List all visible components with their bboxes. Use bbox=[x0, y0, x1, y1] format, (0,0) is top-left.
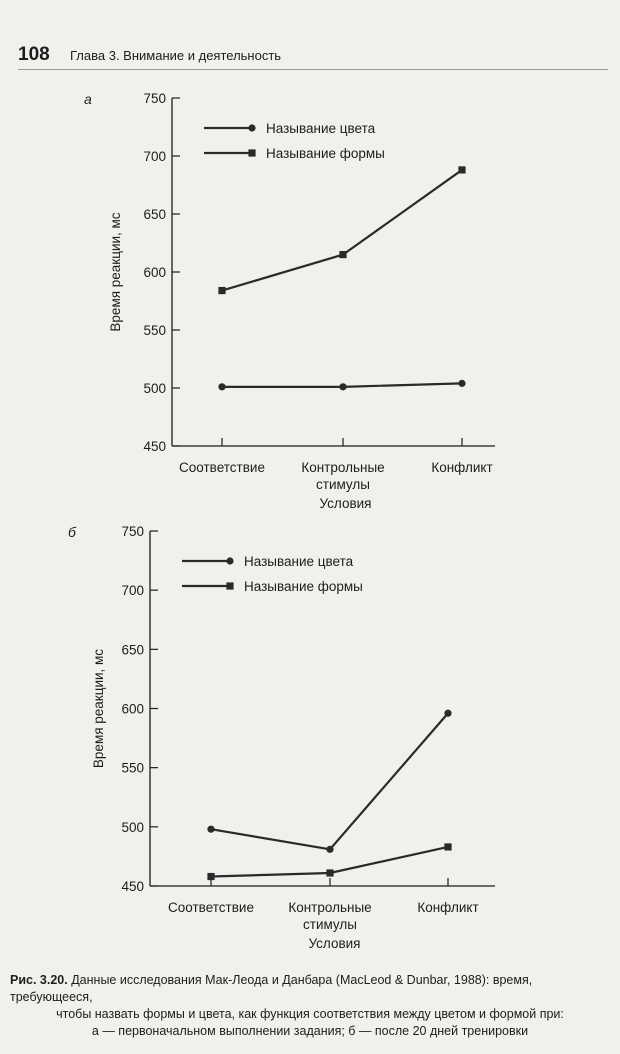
x-axis-title: Условия bbox=[308, 936, 361, 950]
data-point bbox=[207, 873, 214, 880]
legend-label: Называние формы bbox=[266, 146, 385, 161]
x-tick-label: стимулы bbox=[316, 477, 370, 492]
x-tick-label: Соответствие bbox=[179, 460, 265, 475]
legend-marker bbox=[226, 557, 233, 564]
panel-label: а bbox=[84, 91, 92, 107]
legend-marker bbox=[226, 582, 233, 589]
data-point bbox=[326, 846, 333, 853]
legend-marker bbox=[248, 124, 255, 131]
data-point bbox=[326, 869, 333, 876]
legend-marker bbox=[248, 149, 255, 156]
y-tick-label: 600 bbox=[143, 265, 166, 280]
legend-label: Называние цвета bbox=[266, 121, 376, 136]
data-point bbox=[444, 710, 451, 717]
x-tick-label: Контрольные bbox=[301, 460, 385, 475]
y-tick-label: 550 bbox=[121, 760, 144, 776]
y-tick-label: 700 bbox=[121, 583, 144, 599]
x-tick-label: Конфликт bbox=[417, 900, 479, 915]
y-tick-label: 500 bbox=[143, 381, 166, 396]
data-point bbox=[339, 251, 346, 258]
legend-label: Называние цвета bbox=[244, 554, 354, 569]
legend-label: Называние формы bbox=[244, 579, 363, 594]
y-tick-label: 750 bbox=[121, 524, 144, 539]
chapter-title: Глава 3. Внимание и деятельность bbox=[70, 48, 282, 63]
data-point bbox=[218, 287, 225, 294]
caption-line-1 bbox=[10, 972, 610, 1006]
x-axis-title: Условия bbox=[319, 496, 372, 510]
figure-caption bbox=[10, 972, 610, 1040]
x-tick-label: Конфликт bbox=[431, 460, 493, 475]
y-tick-label: 500 bbox=[121, 819, 144, 835]
data-point bbox=[458, 380, 465, 387]
header-rule bbox=[18, 69, 608, 70]
data-point bbox=[444, 843, 451, 850]
panel-label: б bbox=[68, 524, 76, 540]
data-point bbox=[218, 383, 225, 390]
page-number: 108 bbox=[18, 44, 50, 65]
data-point bbox=[339, 383, 346, 390]
y-axis-title: Время реакции, мс bbox=[91, 648, 106, 769]
y-tick-label: 600 bbox=[121, 701, 144, 717]
x-tick-label: стимулы bbox=[303, 917, 357, 932]
y-tick-label: 450 bbox=[143, 439, 166, 454]
y-tick-label: 650 bbox=[121, 642, 144, 658]
y-tick-label: 550 bbox=[143, 323, 166, 338]
data-point bbox=[458, 166, 465, 173]
series-line-1 bbox=[211, 713, 448, 849]
x-tick-label: Контрольные bbox=[288, 900, 372, 915]
y-axis-title: Время реакции, мс bbox=[108, 212, 123, 332]
y-tick-label: 750 bbox=[143, 91, 166, 106]
caption-line-3: а — первоначальном выполнении задания; б — после 20 дней тренировки bbox=[91, 1024, 529, 1038]
y-tick-label: 650 bbox=[143, 207, 166, 222]
data-point bbox=[207, 826, 214, 833]
series-line-2 bbox=[222, 170, 462, 291]
y-tick-label: 700 bbox=[143, 149, 166, 164]
chart-panel-a bbox=[0, 80, 620, 510]
caption-line-2: чтобы назвать формы и цвета, как функция соответствия между цветом и формой при: bbox=[56, 1007, 564, 1021]
caption-text-1: Данные исследования Мак-Леода и Данбара (MacLeod & Dunbar, 1988): время, требующееся, bbox=[10, 973, 533, 1004]
y-tick-label: 450 bbox=[121, 879, 144, 894]
chart-panel-b bbox=[0, 515, 620, 950]
figure-label: Рис. 3.20. bbox=[10, 973, 68, 987]
x-tick-label: Соответствие bbox=[168, 900, 254, 915]
